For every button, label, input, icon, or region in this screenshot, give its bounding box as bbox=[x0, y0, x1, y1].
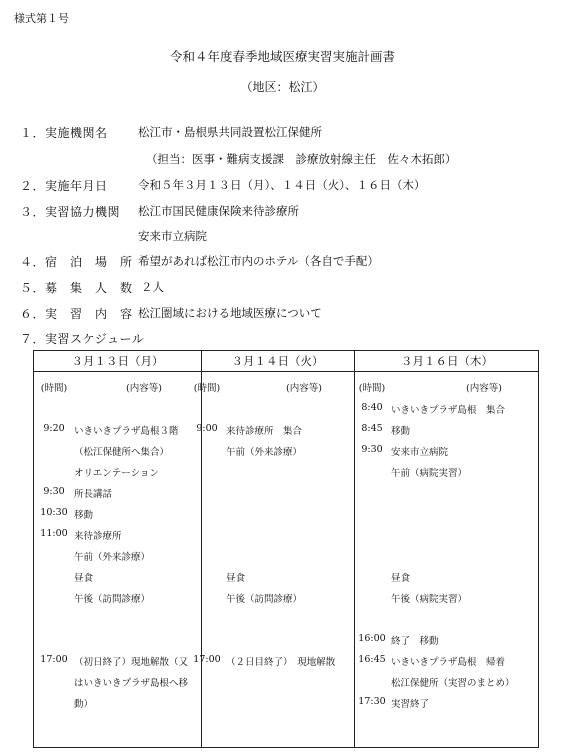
schedule-entry: いきいきプラザ島根 帰着 bbox=[391, 657, 506, 668]
item-label-schedule: ７．実習スケジュール bbox=[20, 332, 145, 346]
item-label-capacity: ５．募 集 人 数 bbox=[20, 281, 133, 295]
item-value-institution: 松江市・島根県共同設置松江保健所 bbox=[138, 125, 322, 139]
item-value-partner-1: 松江市国民健康保険来待診療所 bbox=[138, 204, 299, 218]
item-label-institution: １．実施機関名 bbox=[20, 126, 108, 140]
schedule-entry: 来待診療所 集合 bbox=[226, 426, 303, 437]
region-label: （地区：松江） bbox=[240, 80, 325, 94]
schedule-entry: 実習終了 bbox=[391, 699, 430, 710]
schedule-entry: 午前（外来診療） bbox=[74, 552, 151, 563]
schedule-entry: 松江保健所（実習のまとめ） bbox=[391, 678, 515, 689]
item-value-partner-2: 安来市立病院 bbox=[138, 229, 207, 243]
schedule-entry: 午後（訪問診療） bbox=[226, 594, 303, 605]
schedule-entry: いきいきプラザ島根 集合 bbox=[391, 405, 506, 416]
schedule-time: 8:40 bbox=[361, 402, 383, 413]
schedule-time: 9:00 bbox=[196, 423, 218, 434]
schedule-entry: 来待診療所 bbox=[74, 531, 122, 542]
schedule-time: 16:45 bbox=[358, 654, 386, 665]
day-header-1: ３月１３日（月） bbox=[71, 354, 164, 368]
schedule-time: 9:30 bbox=[43, 486, 65, 497]
form-number: 様式第１号 bbox=[14, 12, 69, 25]
schedule-entry: 安来市立病院 bbox=[391, 447, 449, 458]
item-label-dates: ２．実施年月日 bbox=[20, 179, 108, 193]
schedule-time: 9:20 bbox=[43, 423, 65, 434]
schedule-time: 17:00 bbox=[193, 654, 221, 665]
item-label-content: ６．実 習 内 容 bbox=[20, 307, 133, 321]
schedule-entry: （２日目終了） 現地解散 bbox=[226, 657, 336, 668]
table-divider bbox=[201, 351, 202, 747]
item-value-capacity: ２人 bbox=[141, 280, 164, 294]
schedule-entry: 昼食 bbox=[74, 573, 94, 584]
schedule-entry: はいきいきプラザ島根へ移 bbox=[74, 678, 189, 689]
schedule-entry: 午前（外来診療） bbox=[226, 447, 303, 458]
time-column-header: (時間) bbox=[193, 383, 221, 394]
schedule-time: 8:45 bbox=[361, 423, 383, 434]
time-column-header: (時間) bbox=[40, 383, 68, 394]
schedule-entry: 動） bbox=[74, 699, 94, 710]
schedule-entry: オリエンテーション bbox=[74, 468, 159, 479]
schedule-table bbox=[33, 350, 539, 748]
item-value-lodging: 希望があれば松江市内のホテル（各自で手配） bbox=[138, 254, 379, 268]
schedule-entry: 終了 移動 bbox=[391, 636, 439, 647]
schedule-entry: 午前（病院実習） bbox=[391, 468, 468, 479]
schedule-entry: 昼食 bbox=[391, 573, 411, 584]
content-column-header: (内容等) bbox=[466, 383, 502, 394]
schedule-entry: 午後（病院実習） bbox=[391, 594, 468, 605]
schedule-time: 9:30 bbox=[361, 444, 383, 455]
table-divider bbox=[34, 371, 538, 372]
schedule-entry: 所長講話 bbox=[74, 489, 113, 500]
schedule-time: 17:30 bbox=[358, 696, 386, 707]
time-column-header: (時間) bbox=[358, 383, 386, 394]
schedule-entry: 移動 bbox=[74, 510, 94, 521]
day-header-2: ３月１４日（火） bbox=[231, 354, 324, 368]
schedule-entry: 昼食 bbox=[226, 573, 246, 584]
schedule-time: 10:30 bbox=[40, 507, 68, 518]
schedule-entry: いきいきプラザ島根３階 bbox=[74, 426, 179, 437]
item-value-content: 松江圏域における地域医療について bbox=[138, 306, 322, 320]
day-header-3: ３月１６日（木） bbox=[401, 354, 493, 368]
schedule-time: 11:00 bbox=[40, 528, 68, 539]
schedule-entry: （松江保健所へ集合） bbox=[74, 447, 170, 458]
item-label-partners: ３．実習協力機関 bbox=[20, 205, 121, 219]
schedule-time: 17:00 bbox=[40, 654, 68, 665]
document-title: 令和４年度春季地域医療実習実施計画書 bbox=[169, 49, 395, 64]
item-label-lodging: ４．宿 泊 場 所 bbox=[20, 255, 133, 269]
schedule-entry: （初日終了）現地解散（又 bbox=[74, 657, 189, 668]
schedule-entry: 午後（訪問診療） bbox=[74, 594, 151, 605]
content-column-header: (内容等) bbox=[286, 383, 322, 394]
item-value-dates: 令和５年３月１３日（月）、１４日（火）、１６日（木） bbox=[138, 178, 426, 192]
content-column-header: (内容等) bbox=[126, 383, 162, 394]
item-value-contact: （担当：医事・難病支援課 診療放射線主任 佐々木拓郎） bbox=[146, 152, 457, 166]
schedule-entry: 移動 bbox=[391, 426, 411, 437]
schedule-time: 16:00 bbox=[358, 633, 386, 644]
